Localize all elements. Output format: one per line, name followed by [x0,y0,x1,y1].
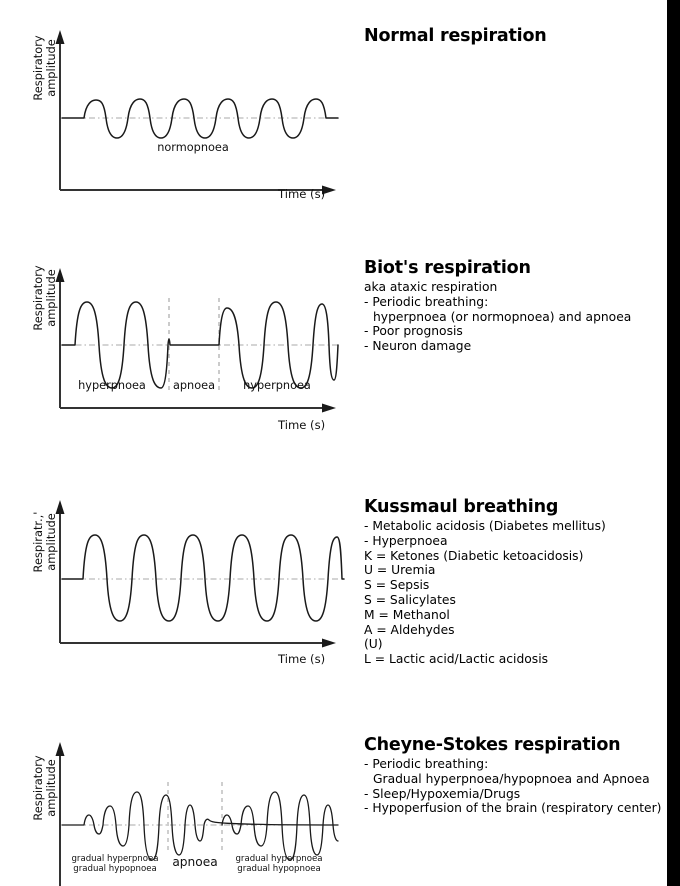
region-label-normopnoea: normopnoea [157,141,229,154]
y-axis-label-line1: Respiratory [31,755,45,821]
bullet-item: - Metabolic acidosis (Diabetes mellitus) [364,519,606,533]
bullet-item: S = Salicylates [364,592,456,607]
bullet-item: - Poor prognosis [364,324,463,339]
waveform-kussmaul [62,535,344,621]
y-axis-label-line2: amplitude [43,513,58,571]
region-label-hyperpnoea-1: hyperpnoea [78,379,146,392]
bullet-item: - Periodic breathing: [364,757,489,771]
y-axis-label-line2: amplitude [43,39,58,97]
waveform-cheyne-stokes-burst-2 [222,792,338,860]
x-axis-label-normal: Time (s) [278,187,326,201]
panel-kussmaul-breathing [0,480,667,680]
y-axis-label-cheyne-stokes [32,738,57,838]
bullet-item: - Hyperpnoea [364,533,448,548]
y-axis-label-line2: amplitude [43,269,58,327]
region-label-hyperpnoea-2: hyperpnoea [243,379,311,392]
bullet-item: S = Sepsis [364,578,430,593]
chart-kussmaul-breathing [0,480,364,670]
panel-text-normal-respiration [364,26,664,48]
chart-biots-respiration [0,240,364,440]
region-label-apnoea: apnoea [172,855,218,869]
y-axis-label-line2: amplitude [43,759,58,817]
panel-title-kussmaul-breathing: Kussmaul breathing [364,497,559,517]
y-axis-label-line1: Respiratory [31,265,45,331]
panel-title-biots-respiration: Biot's respiration [364,258,531,278]
bullet-item: K = Ketones (Diabetic ketoacidosis) [364,548,584,563]
bullet-item: A = Aldehydes [364,622,455,637]
y-axis-label-kussmaul [32,492,57,592]
x-axis-arrow [322,404,336,413]
x-axis-label-biots: Time (s) [278,418,326,432]
region-label-line2: gradual hypopnoea [237,864,321,875]
bullet-item: - Hypoperfusion of the brain (respiratory center) [364,801,662,816]
panel-title-cheyne-stokes-respiration: Cheyne-Stokes respiration [364,735,621,755]
region-label-line1: gradual hyperpnoea [235,854,323,864]
y-axis-label-line1: Respiratr.,' [31,511,45,573]
bullet-item: - Periodic breathing: [364,294,489,309]
region-label-apnoea: apnoea [172,379,216,392]
region-label-line1: gradual hyperpnoea [71,854,159,864]
right-edge-black-band [667,0,680,886]
panel-cheyne-stokes-respiration [0,730,667,886]
bullet-item: (U) [364,637,383,652]
x-axis-arrow [322,639,336,648]
panel-bullets-kussmaul [364,519,664,667]
bullet-item: L = Lactic acid/Lactic acidosis [364,652,549,667]
chart-cheyne-stokes-respiration [0,730,364,886]
chart-normal-respiration [0,0,364,215]
bullet-item: hyperpnoea (or normopnoea) and apnoea [373,309,632,324]
panel-text-biots-respiration [364,258,664,354]
panel-title-normal-respiration: Normal respiration [364,26,547,46]
bullet-item: - Sleep/Hypoxemia/Drugs [364,786,521,801]
bullet-item: M = Methanol [364,607,450,622]
panel-biots-respiration [0,240,667,450]
y-axis-label-normal [32,18,57,118]
x-axis-label-kussmaul: Time (s) [278,652,326,666]
panel-normal-respiration [0,0,667,230]
y-axis-label-biots [32,248,57,348]
bullet-item: - Neuron damage [364,339,472,354]
bullet-item: Gradual hyperpnoea/hypopnoea and Apnoea [373,771,650,786]
panel-bullets-cheyne-stokes [364,757,664,816]
y-axis-label-line1: Respiratory [31,35,45,101]
panel-text-cheyne-stokes-respiration [364,735,664,816]
region-label-gradual-hyperpnoea-2 [226,854,332,874]
panel-text-kussmaul-breathing [364,497,664,667]
panel-bullets-biots [364,295,664,354]
bullet-item: U = Uremia [364,563,436,578]
region-label-gradual-hyperpnoea-1 [62,854,168,874]
region-label-line2: gradual hypopnoea [73,864,157,875]
panel-subtitle-biots: aka ataxic respiration [364,280,498,294]
